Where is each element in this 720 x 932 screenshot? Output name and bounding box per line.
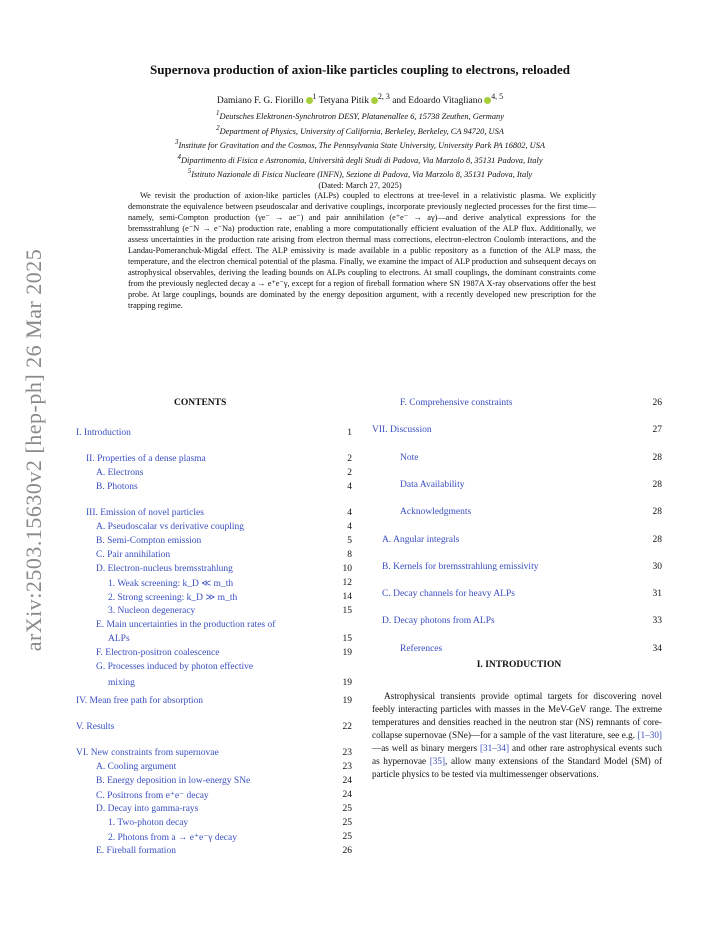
toc-entry-label: F. Electron-positron coalescence bbox=[96, 648, 220, 658]
toc-entry[interactable] bbox=[66, 818, 352, 828]
toc-entry[interactable] bbox=[66, 606, 352, 616]
toc-entry-page: 30 bbox=[652, 562, 662, 572]
toc-entry-label: E. Main uncertainties in the production rates of bbox=[96, 620, 276, 630]
intro-paragraph: Astrophysical transients provide optimal targets for discovering novel feebly interacting particles with masses in the MeV-GeV range. The extreme temperatures and densities reached in the neutron star (NS) remnants of core-collapse supernovae (SNe)—for a sample of the vast literature, see e.g. [1–30]—as well as binary mergers [31–34] and other rare astrophysical events such as hypernovae [35], allow many extensions of the Standard Model (SM) of particle physics to be tested via multimessenger observations. bbox=[372, 691, 662, 779]
toc-entry-label: B. Semi-Compton emission bbox=[96, 536, 202, 546]
toc-entry-label: B. Photons bbox=[96, 482, 138, 492]
toc-entry-page: 8 bbox=[347, 550, 352, 560]
toc-entry-page: 4 bbox=[347, 482, 352, 492]
toc-entry-page: 31 bbox=[652, 589, 662, 599]
date-line: (Dated: March 27, 2025) bbox=[318, 180, 402, 190]
toc-entry-label: G. Processes induced by photon effective bbox=[96, 662, 254, 672]
toc-entry-label: B. Kernels for bremsstrahlung emissivity bbox=[382, 562, 539, 572]
toc-entry[interactable] bbox=[66, 578, 352, 589]
toc-entry-page: 4 bbox=[347, 508, 352, 518]
toc-entry-page: 28 bbox=[652, 480, 662, 490]
toc-entry[interactable] bbox=[66, 634, 352, 644]
toc-entry[interactable] bbox=[372, 480, 662, 490]
toc-entry-page: 19 bbox=[342, 696, 352, 706]
paper-title: Supernova production of axion-like particles coupling to electrons, reloaded bbox=[150, 62, 570, 77]
toc-entry[interactable] bbox=[66, 696, 352, 706]
toc-entry-label: 1. Two-photon decay bbox=[108, 818, 189, 828]
toc-entry[interactable] bbox=[66, 454, 352, 464]
toc-entry-label: Data Availability bbox=[400, 480, 465, 490]
toc-entry-label: IV. Mean free path for absorption bbox=[76, 696, 203, 706]
affiliations bbox=[60, 108, 660, 192]
toc-entry[interactable] bbox=[372, 644, 662, 654]
toc-entry[interactable] bbox=[372, 535, 662, 545]
toc-entry-page: 33 bbox=[652, 616, 662, 626]
toc-entry-label: D. Electron-nucleus bremsstrahlung bbox=[96, 564, 233, 574]
author-list bbox=[80, 92, 640, 106]
toc-entry-label: E. Fireball formation bbox=[96, 846, 176, 856]
toc-entry-label: A. Pseudoscalar vs derivative coupling bbox=[96, 522, 245, 532]
toc-entry-page: 24 bbox=[342, 776, 352, 786]
toc-entry-label: 2. Photons from a → e⁺e⁻γ decay bbox=[108, 833, 237, 843]
toc-entry-label: C. Positrons from e⁺e⁻ decay bbox=[96, 791, 209, 801]
toc-entry[interactable] bbox=[66, 722, 352, 732]
toc-entry-label: III. Emission of novel particles bbox=[86, 508, 204, 518]
toc-entry[interactable] bbox=[66, 762, 352, 772]
toc-entry[interactable] bbox=[66, 550, 352, 560]
author-1: Damiano F. G. Fiorillo bbox=[216, 96, 304, 107]
toc-entry-page: 25 bbox=[342, 804, 352, 814]
author-and: and bbox=[392, 96, 406, 107]
toc-entry[interactable] bbox=[372, 453, 662, 463]
section-heading: I. INTRODUCTION bbox=[476, 660, 562, 670]
author-sup: 4, 5 bbox=[491, 92, 504, 101]
toc-entry-label: A. Angular integrals bbox=[382, 535, 460, 545]
citation-link[interactable]: [1–30] bbox=[637, 730, 662, 740]
table-of-contents-right bbox=[372, 398, 662, 658]
toc-entry-label: Acknowledgments bbox=[400, 507, 472, 517]
author-2: Tetyana Pitik bbox=[318, 96, 369, 107]
citation-link[interactable]: [35] bbox=[429, 756, 446, 766]
affiliation: $^4$Dipartimento di Fisica e Astronomia, Università degli Studi di Padova, Via Marzolo 8, 35131 Padova, Italy bbox=[177, 152, 543, 165]
toc-entry[interactable] bbox=[66, 522, 352, 532]
abstract: We revisit the production of axion-like particles (ALPs) coupled to electrons at tree-level in a relativistic plasma. We explicitly demonstrate the equivalence between pseudoscalar and derivative couplings, incorporate previously neglected processes for the first time—namely, semi-Compton production (γe⁻ → ae⁻) and pair annihilation (e⁺e⁻ → aγ)—and derive analytical expressions for the bremsstrahlung (e⁻N → e⁻Na) production rate, enabling a more computationally efficient evaluation of the ALP flux. Additionally, we assess uncertainties in the production rate arising from electron thermal mass corrections, electron-electron Coulomb interactions, and the Landau-Pomeranchuk-Migdal effect. The ALP emissivity is made available in a public repository as a function of the ALP mass, the temperature, and the electron chemical potential of the plasma. Finally, we examine the impact of ALP production and subsequent decays on astrophysical observables, deriving the leading bounds on ALPs coupling to electrons. At small couplings, the dominant constraints come from the previously neglected decay a → e⁺e⁻γ, except for a region of fireball formation where SN 1987A X-ray observations offer the best probe. At large couplings, bounds are dominated by the energy deposition argument, with a recently developed new prescription for the trapping regime. bbox=[128, 191, 596, 310]
toc-entry-page: 22 bbox=[342, 722, 352, 732]
toc-entry-page: 2 bbox=[347, 468, 352, 478]
toc-entry[interactable] bbox=[66, 648, 352, 658]
toc-entry[interactable] bbox=[66, 428, 352, 438]
toc-entry-page: 5 bbox=[347, 536, 352, 546]
toc-entry-label: D. Decay photons from ALPs bbox=[382, 616, 495, 626]
toc-entry-label: 1. Weak screening: k_D ≪ m_th bbox=[108, 579, 234, 589]
toc-entry-label: 3. Nucleon degeneracy bbox=[108, 606, 196, 616]
toc-entry[interactable] bbox=[66, 846, 352, 856]
toc-entry[interactable] bbox=[66, 832, 352, 843]
affiliation: $^1$Deutsches Elektronen-Synchrotron DESY, Platanenallee 6, 15738 Zeuthen, Germany bbox=[216, 109, 504, 121]
toc-entry-page: 10 bbox=[342, 564, 352, 574]
toc-entry-page: 23 bbox=[342, 748, 352, 758]
toc-entry-label: ALPs bbox=[108, 634, 130, 644]
author-sup: 2, 3 bbox=[377, 92, 390, 101]
toc-entry-page: 23 bbox=[342, 762, 352, 772]
toc-entry-label: VI. New constraints from supernovae bbox=[76, 748, 219, 758]
toc-entry-page: 27 bbox=[652, 425, 662, 435]
toc-entry-label: C. Decay channels for heavy ALPs bbox=[382, 589, 515, 599]
toc-entry-page: 26 bbox=[652, 398, 662, 408]
toc-entry-label: B. Energy deposition in low-energy SNe bbox=[96, 776, 251, 786]
toc-entry-label: D. Decay into gamma-rays bbox=[96, 804, 199, 814]
toc-entry-label: A. Electrons bbox=[96, 468, 144, 478]
toc-entry-page: 24 bbox=[342, 790, 352, 800]
toc-entry[interactable] bbox=[66, 620, 352, 630]
toc-entry[interactable] bbox=[66, 564, 352, 574]
affiliation: $^5$Istituto Nazionale di Fisica Nucleare (INFN), Sezione di Padova, Via Marzolo 8, 35131 Padova, Italy bbox=[187, 167, 533, 180]
citation-link[interactable]: [31–34] bbox=[479, 743, 510, 753]
toc-entry-label: II. Properties of a dense plasma bbox=[86, 454, 206, 464]
toc-entry-page: 34 bbox=[652, 644, 662, 654]
toc-entry-label: V. Results bbox=[76, 722, 115, 732]
toc-entry-label: F. Comprehensive constraints bbox=[400, 398, 513, 408]
toc-entry-label: References bbox=[400, 644, 443, 654]
toc-entry[interactable] bbox=[66, 790, 352, 801]
toc-entry-page: 28 bbox=[652, 535, 662, 545]
toc-entry[interactable] bbox=[66, 468, 352, 478]
toc-entry[interactable] bbox=[66, 748, 352, 758]
table-of-contents-left bbox=[66, 398, 352, 856]
author-sup: 1 bbox=[312, 92, 317, 101]
toc-entry[interactable] bbox=[372, 398, 662, 408]
toc-entry-page: 2 bbox=[347, 454, 352, 464]
author-3: Edoardo Vitagliano bbox=[408, 96, 483, 107]
toc-entry-label: mixing bbox=[108, 678, 135, 688]
contents-heading: CONTENTS bbox=[174, 398, 227, 408]
toc-entry-page: 26 bbox=[342, 846, 352, 856]
toc-entry-page: 12 bbox=[342, 578, 352, 588]
toc-entry[interactable] bbox=[372, 507, 662, 517]
toc-entry[interactable] bbox=[372, 616, 662, 626]
orcid-icon[interactable] bbox=[306, 97, 313, 104]
toc-entry-page: 28 bbox=[652, 507, 662, 517]
toc-entry-page: 28 bbox=[652, 453, 662, 463]
toc-entry[interactable] bbox=[372, 589, 662, 599]
arxiv-stamp bbox=[14, 240, 54, 660]
toc-entry-label: Note bbox=[400, 453, 419, 463]
toc-entry[interactable] bbox=[66, 678, 352, 688]
toc-entry[interactable] bbox=[66, 592, 352, 603]
toc-entry[interactable] bbox=[66, 776, 352, 786]
arxiv-stamp-text: arXiv:2503.15630v2 [hep-ph] 26 Mar 2025 bbox=[21, 248, 46, 652]
toc-entry[interactable] bbox=[66, 804, 352, 814]
affiliation: $^3$Institute for Gravitation and the Cosmos, The Pennsylvania State University, University Park PA 16802, USA bbox=[174, 138, 546, 150]
toc-entry[interactable] bbox=[66, 508, 352, 518]
toc-entry-page: 15 bbox=[342, 606, 352, 616]
toc-entry-label: 2. Strong screening: k_D ≫ m_th bbox=[108, 593, 238, 603]
toc-entry-label: I. Introduction bbox=[76, 428, 131, 438]
toc-entry-label: A. Cooling argument bbox=[96, 762, 177, 772]
toc-entry-page: 25 bbox=[342, 818, 352, 828]
toc-entry[interactable] bbox=[372, 425, 662, 435]
toc-entry-page: 19 bbox=[342, 678, 352, 688]
toc-entry-page: 19 bbox=[342, 648, 352, 658]
toc-entry-page: 4 bbox=[347, 522, 352, 532]
toc-entry[interactable] bbox=[372, 562, 662, 572]
toc-entry[interactable] bbox=[66, 662, 352, 672]
toc-entry-page: 1 bbox=[347, 428, 352, 438]
toc-entry-page: 25 bbox=[342, 832, 352, 842]
affiliation: $^2$Department of Physics, University of California, Berkeley, Berkeley, CA 94720, USA bbox=[216, 123, 504, 136]
toc-entry-label: C. Pair annihilation bbox=[96, 550, 171, 560]
toc-entry[interactable] bbox=[66, 536, 352, 546]
toc-entry-label: VII. Discussion bbox=[372, 425, 432, 435]
toc-entry-page: 15 bbox=[342, 634, 352, 644]
toc-entry[interactable] bbox=[66, 482, 352, 492]
toc-entry-page: 14 bbox=[342, 592, 352, 602]
orcid-icon[interactable] bbox=[371, 97, 378, 104]
